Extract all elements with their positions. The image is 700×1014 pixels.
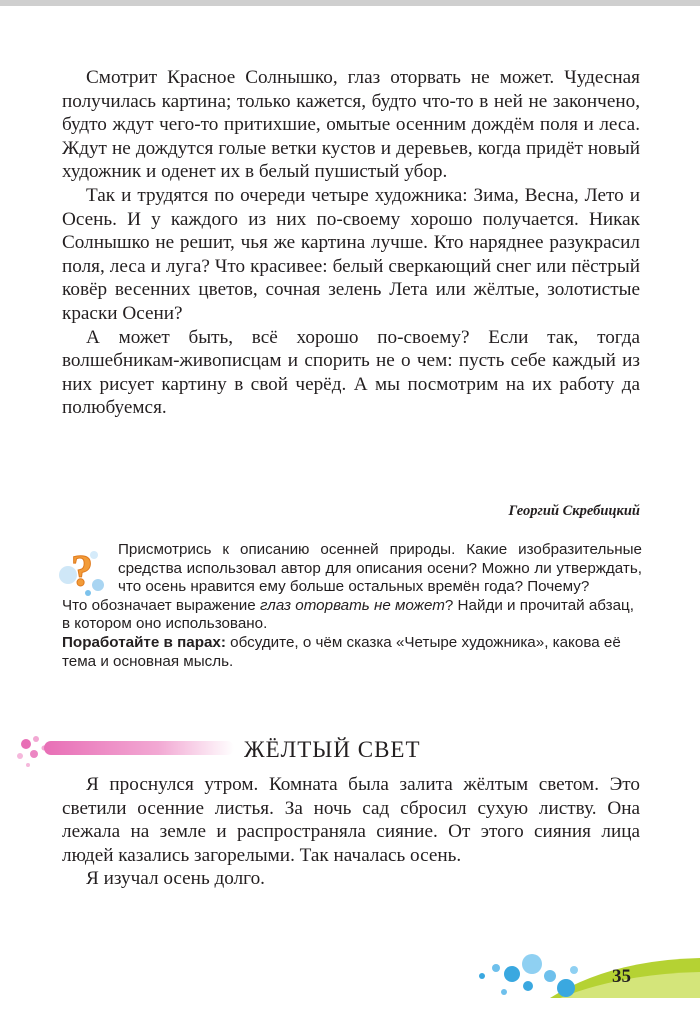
story-text: [62, 66, 640, 420]
question-2-expression: глаз оторвать не может: [259, 596, 445, 614]
footer-decoration: [470, 950, 700, 1005]
page-number: 35: [612, 966, 631, 987]
question-2-start: Что обозначает выражение: [62, 596, 260, 614]
question-2-end: ? Найди и прочитай абзац, в котором оно использовано.: [62, 596, 634, 633]
section-paragraph-1: Я проснулся утром. Комната была залита жёлтым светом. Это светили осенние листья. За ночь сад сбросил сухую листву. Она лежала на земле и распространяла сияние. От этого сияния лица людей казались загорелыми. Так началась осень.: [62, 774, 640, 866]
pair-work-label: Поработайте в парах:: [62, 633, 226, 651]
question-3: [62, 634, 642, 671]
top-border: [0, 0, 700, 6]
section-paragraph-2: Я изучал осень долго.: [86, 868, 265, 890]
story-paragraph-1: Смотрит Красное Солнышко, глаз оторвать не может. Чудесная получилась картина; только кажется, будто что-то в ней не закончено, будто ждут чего-то притихшие, омытые осенним дождём поля и леса. Ждут не дождутся голые ветки кустов и деревьев, когда придёт новый художник и оденет их в белый пушистый убор.: [62, 67, 640, 183]
section-title: ЖЁЛТЫЙ СВЕТ: [244, 737, 421, 762]
svg-text:?: ?: [71, 546, 93, 595]
question-3-text: обсудите, о чём сказка «Четыре художника», какова её тема и основная мысль.: [62, 633, 621, 670]
section-divider: [44, 741, 234, 755]
story-paragraph-2: Так и трудятся по очереди четыре художника: Зима, Весна, Лето и Осень. И у каждого из них по-своему хорошо получается. Никак Солнышко не решит, чья же картина лучше. Кто наряднее разукрасил поля, леса и луга? Что красивее: белый сверкающий снег или пёстрый ковёр весенних цветов, сочная зелень Лета или жёлтые, золотистые краски Осени?: [62, 184, 640, 324]
section-text: [62, 773, 640, 891]
question-1: Присмотрись к описанию осенней природы. Какие изобразительные средства использовал автор для описания осени? Можно ли утверждать, что осень нравится ему больше остальных времён года? Почему?: [118, 541, 642, 596]
questions-block: [62, 541, 642, 671]
author-signature: Георгий Скребицкий: [508, 503, 640, 519]
question-2: [62, 597, 642, 634]
story-paragraph-3: А может быть, всё хорошо по-своему? Если так, тогда волшебникам-живописцам и спорить не о чем: пусть себе каждый из них рисует картину в свой черёд. А мы посмотрим на их работу да полюбуемся.: [62, 326, 640, 419]
